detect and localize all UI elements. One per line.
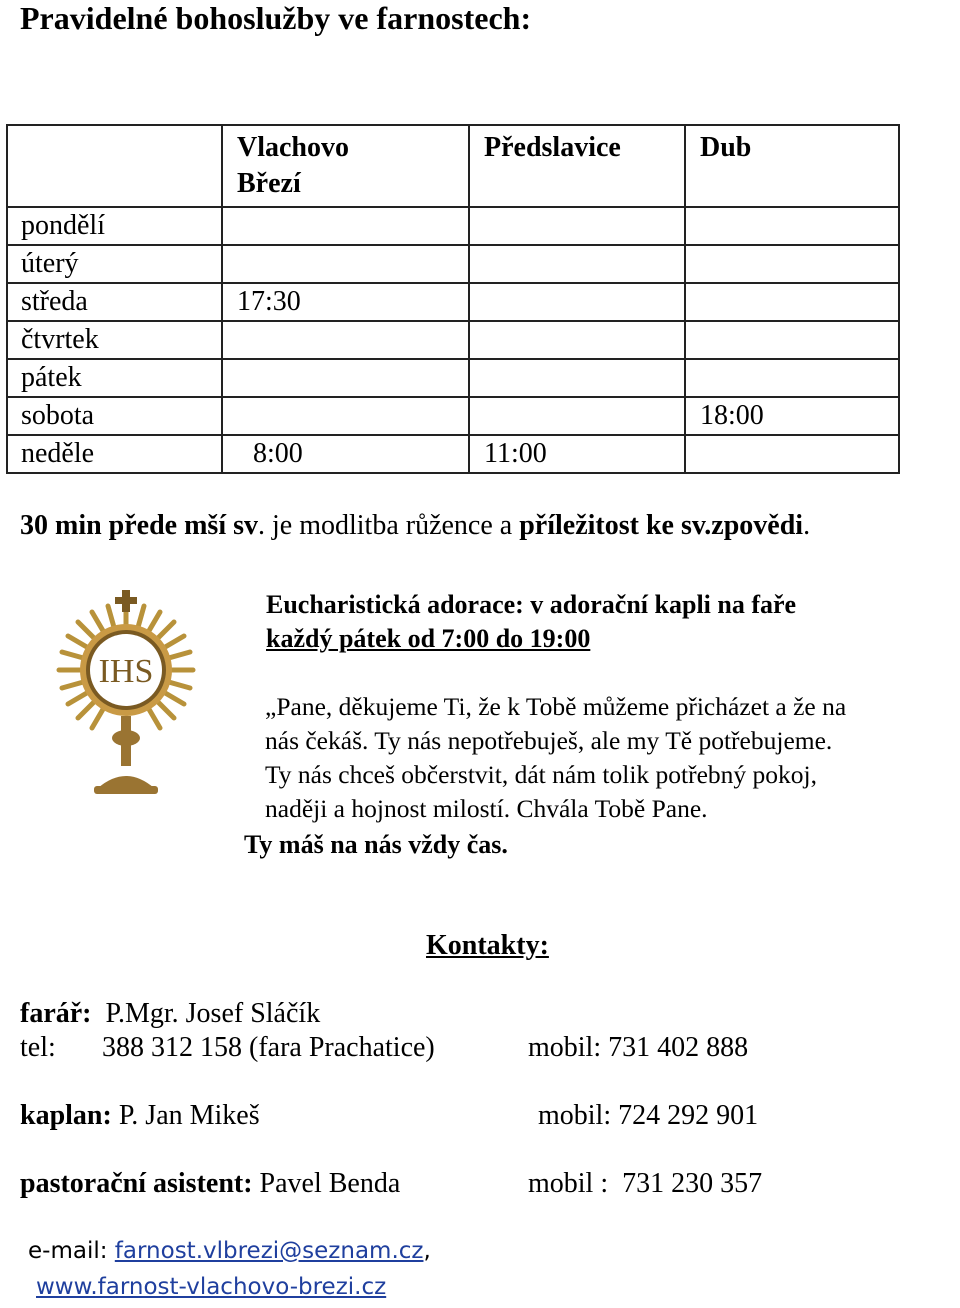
dub-cell [685,283,899,321]
monstrance-cross [115,590,137,612]
vlachovo-cell [222,207,469,245]
day-cell: čtvrtek [7,321,222,359]
parish-priest-mobile: mobil: 731 402 888 [528,1032,749,1063]
email-line [28,1234,431,1268]
assistant-line [20,1166,400,1202]
confession-note [20,508,810,544]
chaplain-line [20,1098,260,1134]
vlachovo-cell [222,245,469,283]
dub-cell [685,245,899,283]
prayer-text [265,690,959,826]
day-cell: úterý [7,245,222,283]
email-label: e-mail: [28,1238,115,1264]
predslavice-cell [469,283,685,321]
day-cell: pátek [7,359,222,397]
day-cell: sobota [7,397,222,435]
dub-cell [685,321,899,359]
day-cell: středa [7,283,222,321]
table-row [7,321,899,359]
vlachovo-cell [222,321,469,359]
table-row [7,283,899,321]
table-row [7,435,899,473]
vlachovo-cell [222,359,469,397]
chaplain-name: P. Jan Mikeš [111,1100,260,1131]
page-title: Pravidelné bohoslužby ve farnostech: [20,0,532,36]
website-line [36,1270,386,1304]
schedule-table [6,124,900,474]
monstrance-icon [36,588,216,804]
table-row [7,359,899,397]
note-text: . je modlitba růžence a [258,510,520,541]
day-cell: neděle [7,435,222,473]
tel-label: tel: [20,1032,56,1063]
dub-cell [685,435,899,473]
table-row [7,207,899,245]
schedule-header-row [7,125,899,207]
website-link[interactable]: www.farnost-vlachovo-brezi.cz [36,1274,387,1300]
assistant-mobile: mobil : 731 230 357 [528,1168,763,1199]
adoration-line: Eucharistická adorace: v adorační kapli na faře [266,590,797,619]
email-suffix: , [423,1238,431,1264]
prayer-line: naději a hojnost milostí. Chvála Tobě Pane. [265,794,708,823]
dub-cell [685,207,899,245]
monstrance-stem [94,716,158,794]
parish-priest-name: P.Mgr. Josef Sláčík [91,998,321,1029]
chaplain-mobile: mobil: 724 292 901 [538,1100,759,1131]
vlachovo-cell: 8:00 [222,435,469,473]
predslavice-cell [469,397,685,435]
predslavice-cell [469,321,685,359]
predslavice-cell [469,245,685,283]
adoration-time: každý pátek od 7:00 do 19:00 [266,624,591,653]
note-bold-confession: příležitost ke sv.zpovědi [519,510,804,541]
predslavice-cell [469,207,685,245]
predslavice-cell: 11:00 [469,435,685,473]
chaplain-label: kaplan: [20,1100,112,1131]
dub-cell: 18:00 [685,397,899,435]
email-link[interactable]: farnost.vlbrezi@seznam.cz [114,1238,424,1264]
prayer-line: „Pane, děkujeme Ti, že k Tobě můžeme přicházet a že na [265,692,847,721]
tel-value: 388 312 158 (fara Prachatice) [102,1032,435,1063]
prayer-line: Ty nás chceš občerstvit, dát nám tolik potřebný pokoj, [265,760,818,789]
vlachovo-cell [222,397,469,435]
table-row [7,245,899,283]
table-row [7,397,899,435]
vlachovo-cell: 17:30 [222,283,469,321]
note-end: . [803,510,811,541]
assistant-name: Pavel Benda [252,1168,401,1199]
parish-priest-line [20,996,320,1032]
prayer-closing: Ty máš na nás vždy čas. [244,830,508,859]
header-empty-cell [7,125,222,207]
prayer-line: nás čekáš. Ty nás nepotřebuješ, ale my Tě potřebujeme. [265,726,833,755]
header-predslavice: Předslavice [469,125,685,207]
parish-priest-label: farář: [20,998,92,1029]
day-cell: pondělí [7,207,222,245]
contacts-heading: Kontakty: [426,930,549,961]
ihs-monogram: IHS [98,653,154,690]
assistant-label: pastorační asistent: [20,1168,253,1199]
note-bold-start: 30 min přede mší sv [20,510,258,541]
header-vlachovo-brezi: Vlachovo Březí [222,125,469,207]
header-dub: Dub [685,125,899,207]
dub-cell [685,359,899,397]
predslavice-cell [469,359,685,397]
